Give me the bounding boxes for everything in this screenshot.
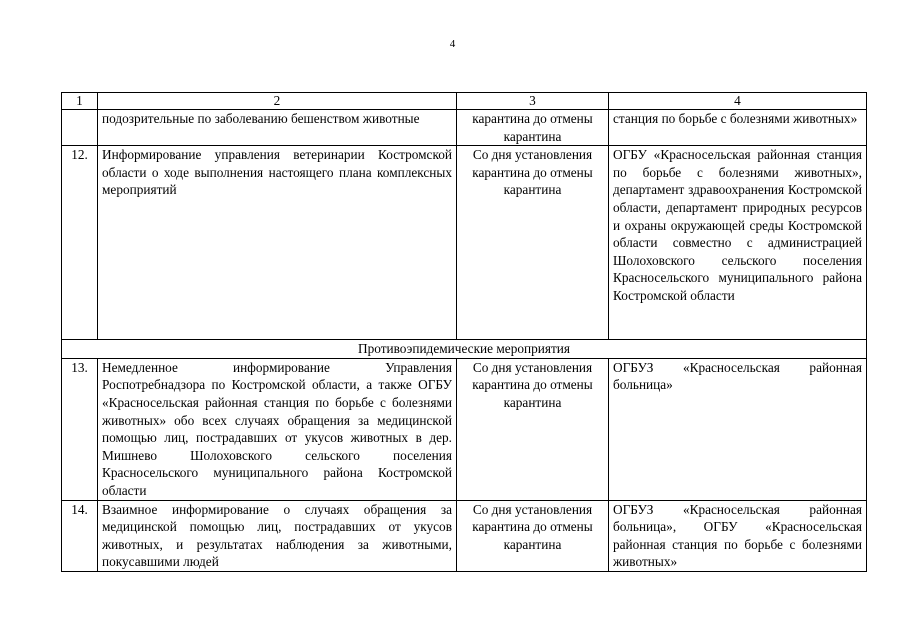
measure-term: Со дня установления карантина до отмены карантина	[457, 146, 609, 340]
row-number: 13.	[62, 358, 98, 500]
table-row	[62, 358, 867, 500]
measure-term: Со дня установления карантина до отмены карантина	[457, 500, 609, 571]
measure-description: Информирование управления ветеринарии Костромской области о ходе выполнения настоящего плана комплексных мероприятий	[98, 146, 457, 340]
page-number: 4	[449, 38, 456, 50]
measure-description: Взаимное информирование о случаях обращения за медицинской помощью лиц, пострадавших от укусов животных, и результатах наблюдения за животными, покусавшими людей	[98, 500, 457, 571]
column-header: 4	[609, 93, 867, 110]
table-row	[62, 146, 867, 340]
table-row	[62, 110, 867, 146]
table-header-row	[62, 93, 867, 110]
table-row	[62, 500, 867, 571]
row-number: 12.	[62, 146, 98, 340]
column-header: 1	[62, 93, 98, 110]
measure-responsible: ОГБУ «Красносельская районная станция по борьбе с болезнями животных», департамент здравоохранения Костромской области, департамент природных ресурсов и охраны окружающей среды Костромской области совместно с администрацией Шолоховского сельского поселения Красносельского муниципального района Костромской области	[609, 146, 867, 340]
column-header: 2	[98, 93, 457, 110]
measure-term: карантина до отмены карантина	[457, 110, 609, 146]
measure-responsible: ОГБУЗ «Красносельская районная больница»	[609, 358, 867, 500]
column-header: 3	[457, 93, 609, 110]
row-number	[62, 110, 98, 146]
measure-responsible: станция по борьбе с болезнями животных»	[609, 110, 867, 146]
section-row	[62, 340, 867, 359]
row-number: 14.	[62, 500, 98, 571]
measure-responsible: ОГБУЗ «Красносельская районная больница», ОГБУ «Красносельская районная станция по борьбе с болезнями животных»	[609, 500, 867, 571]
section-title: Противоэпидемические мероприятия	[62, 340, 867, 359]
measures-table	[61, 92, 867, 572]
measure-description: подозрительные по заболеванию бешенством животные	[98, 110, 457, 146]
measure-description: Немедленное информирование Управления Роспотребнадзора по Костромской области, а также ОГБУ «Красносельская районная станция по борьбе с болезнями животных» обо всех случаях обращения за медицинской помощью лиц, пострадавших от укусов животных в дер. Мишнево Шолоховского сельского поселения Красносельского муниципального района Костромской области	[98, 358, 457, 500]
measure-term: Со дня установления карантина до отмены карантина	[457, 358, 609, 500]
